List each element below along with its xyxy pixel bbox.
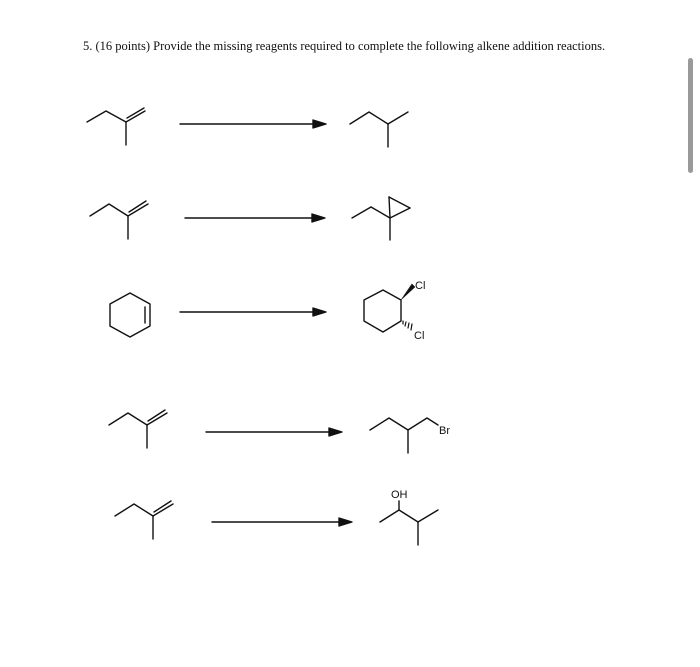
product-4-structure [370, 418, 450, 453]
reaction-arrow-1 [180, 120, 326, 128]
reaction-5 [115, 489, 438, 545]
hash-bond [403, 321, 412, 330]
reactant-1-structure [87, 108, 145, 145]
wedge-bond [401, 284, 415, 300]
reaction-arrow-3 [180, 308, 326, 316]
reactant-4-structure [109, 410, 167, 448]
reaction-1 [87, 108, 408, 147]
reaction-2 [90, 197, 410, 240]
bromo-label: Br [439, 425, 450, 437]
reaction-3 [110, 280, 425, 342]
reaction-arrow-2 [185, 214, 325, 222]
question-number: 5. [83, 39, 93, 53]
product-5-structure [380, 489, 438, 545]
product-1-structure [350, 112, 408, 147]
product-2-structure [352, 197, 410, 240]
reaction-arrow-5 [212, 518, 352, 526]
reaction-4 [109, 410, 450, 453]
chloro-label-top: Cl [415, 280, 426, 292]
reactant-3-cyclohexene [110, 293, 150, 337]
question-body: (16 points) Provide the missing reagents required to complete the following alkene addition reactions. [95, 39, 606, 53]
reactant-2-structure [90, 201, 148, 239]
hydroxyl-label: OH [391, 489, 408, 501]
chloro-label-bottom: Cl [414, 330, 425, 342]
reactant-5-structure [115, 501, 173, 539]
reaction-arrow-4 [206, 428, 342, 436]
scrollbar[interactable] [688, 58, 693, 173]
product-3-structure [364, 280, 425, 342]
